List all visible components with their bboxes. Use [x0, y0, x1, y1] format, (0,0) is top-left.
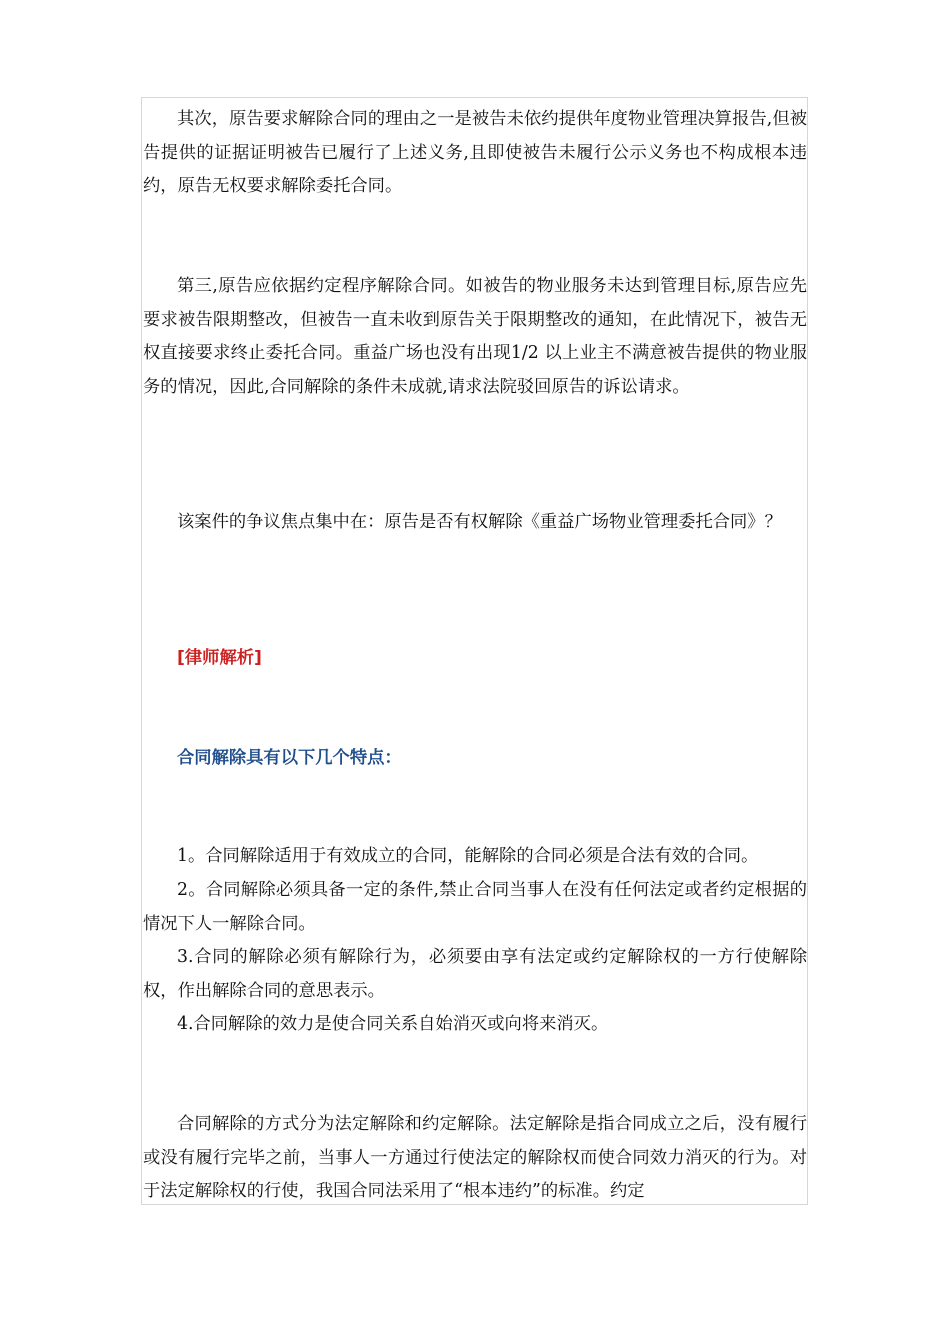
- feature-item-4: 4.合同解除的效力是使合同关系自始消灭或向将来消灭。: [177, 1014, 609, 1034]
- paragraph-second-reason: 其次，原告要求解除合同的理由之一是被告未依约提供年度物业管理决算报告,但被告提供的证据证明被告已履行了上述义务,且即使被告未履行公示义务也不构成根本违约，原告无权要求解除委托合同。: [143, 109, 807, 196]
- paragraph-dispute-focus: 该案件的争议焦点集中在：原告是否有权解除《重益广场物业管理委托合同》？: [177, 512, 782, 532]
- feature-item-3: 3.合同的解除必须有解除行为，必须要由享有法定或约定解除权的一方行使解除权，作出解除合同的意思表示。: [143, 947, 807, 1001]
- paragraph-third-reason: 第三,原告应依据约定程序解除合同。如被告的物业服务未达到管理目标,原告应先要求被告限期整改，但被告一直未收到原告关于限期整改的通知，在此情况下，被告无权直接要求终止委托合同。重益广场也没有出现1/2 以上业主不满意被告提供的物业服务的情况，因此,合同解除的条件未成就,请求法院驳回原告的诉讼请求。: [143, 276, 807, 397]
- feature-item-1: 1。合同解除适用于有效成立的合同，能解除的合同必须是合法有效的合同。: [177, 846, 759, 866]
- feature-item-2: 2。合同解除必须具备一定的条件,禁止合同当事人在没有任何法定或者约定根据的情况下人一解除合同。: [143, 880, 807, 934]
- paragraph-termination-methods: 合同解除的方式分为法定解除和约定解除。法定解除是指合同成立之后，没有履行或没有履行完毕之前，当事人一方通过行使法定的解除权而使合同效力消灭的行为。对于法定解除权的行使，我国合同法采用了“根本违约”的标准。约定: [143, 1114, 807, 1201]
- heading-features: 合同解除具有以下几个特点：: [177, 748, 402, 768]
- heading-lawyer-analysis: [律师解析]: [177, 648, 262, 668]
